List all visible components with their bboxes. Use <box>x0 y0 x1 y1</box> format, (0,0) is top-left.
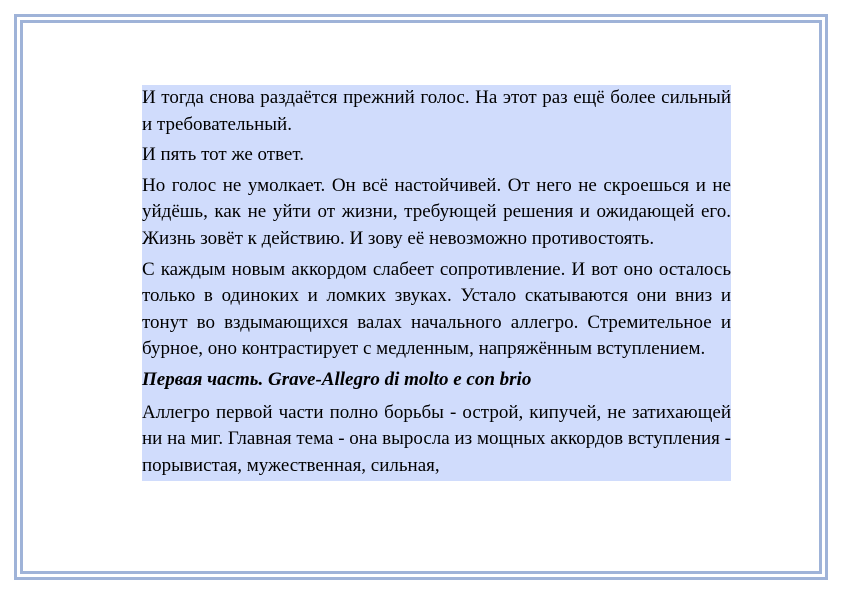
section-heading: Первая часть. Grave-Allegro di molto e con brio <box>142 368 532 390</box>
paragraph-1: И тогда снова раздаётся прежний голос. На этот раз ещё более сильный и требовательный. <box>142 87 731 135</box>
paragraph-3: Но голос не умолкает. Он всё настойчивей. От него не скроешься и не уйдёшь, как не уйти от жизни, требующей решения и ожидающей его. Жизнь зовёт к действию. И зову её невозможно противостоять. <box>142 174 731 249</box>
paragraph-5: Аллегро первой части полно борьбы - острой, кипучей, не затихающей ни на миг. Главная тема - она выросла из мощных аккордов вступления - порывистая, мужественная, сильная, <box>142 401 731 476</box>
paragraph-2: И пять тот же ответ. <box>142 144 304 166</box>
text-block <box>142 85 731 481</box>
paragraph-4: С каждым новым аккордом слабеет сопротивление. И вот оно осталось только в одиноких и ломких звуках. Устало скатываются они вниз и тонут во вздымающихся валах начального аллегро. Стремительное и бурное, оно контрастирует с медленным, напряжённым вступлением. <box>142 258 731 360</box>
